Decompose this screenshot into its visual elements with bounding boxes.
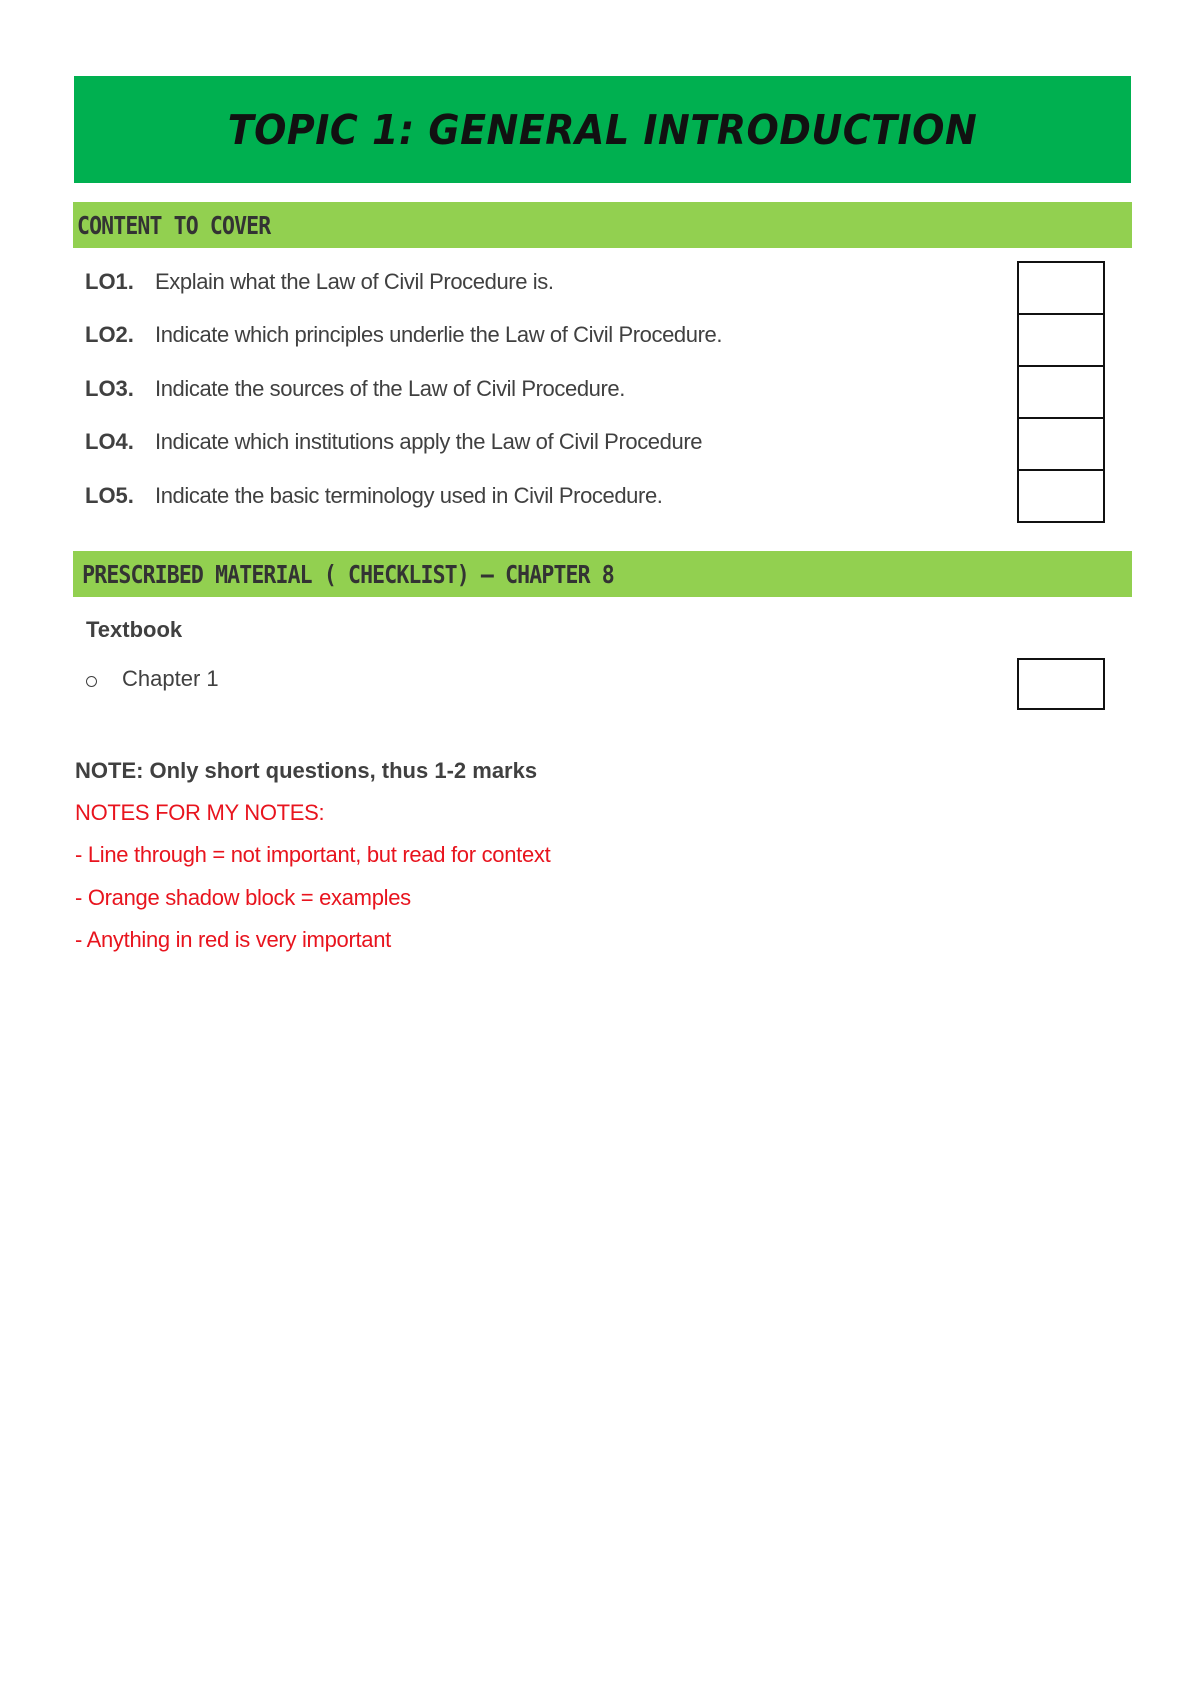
lo-text: Indicate the basic terminology used in Civil Procedure. (155, 483, 663, 508)
learning-outcome-2 (85, 320, 722, 350)
note-item: - Line through = not important, but read for context (75, 842, 551, 867)
lo-text: Indicate which institutions apply the Law of Civil Procedure (155, 429, 703, 454)
page-title: TOPIC 1: GENERAL INTRODUCTION (227, 105, 978, 154)
lo-code: LO5. (85, 483, 134, 508)
note-main: NOTE: Only short questions, thus 1-2 marks (75, 758, 538, 783)
lo-text: Indicate the sources of the Law of Civil Procedure. (155, 376, 625, 401)
note-item: - Orange shadow block = examples (75, 885, 411, 910)
lo-code: LO3. (85, 376, 134, 401)
lo1-checkbox[interactable] (1017, 261, 1105, 315)
lo-text: Explain what the Law of Civil Procedure is. (155, 269, 554, 294)
prescribed-material-bar (73, 551, 1132, 597)
lo-code: LO2. (85, 322, 134, 347)
lo2-checkbox[interactable] (1017, 313, 1105, 367)
lo-code: LO4. (85, 429, 134, 454)
learning-outcome-4 (85, 427, 702, 457)
lo3-checkbox[interactable] (1017, 365, 1105, 419)
content-to-cover-heading: CONTENT TO COVER (77, 210, 271, 240)
prescribed-material-heading: PRESCRIBED MATERIAL ( CHECKLIST) – CHAPTER 8 (82, 559, 614, 589)
lo5-checkbox[interactable] (1017, 469, 1105, 523)
notes-heading: NOTES FOR MY NOTES: (75, 800, 325, 825)
lo-text: Indicate which principles underlie the Law of Civil Procedure. (155, 322, 723, 347)
lo4-checkbox[interactable] (1017, 417, 1105, 471)
textbook-label: Textbook (86, 617, 183, 642)
lo-code: LO1. (85, 269, 134, 294)
learning-outcome-3 (85, 374, 625, 404)
chapter-list-item (86, 666, 219, 692)
content-to-cover-bar (73, 202, 1132, 248)
outcome-checkbox-column (1017, 261, 1105, 523)
circle-bullet-icon (86, 676, 97, 687)
chapter-1-checkbox[interactable] (1017, 658, 1105, 710)
note-item: - Anything in red is very important (75, 927, 391, 952)
learning-outcome-1 (85, 267, 554, 297)
title-banner (74, 76, 1131, 183)
learning-outcome-5 (85, 481, 663, 511)
chapter-item-text: Chapter 1 (122, 666, 219, 691)
